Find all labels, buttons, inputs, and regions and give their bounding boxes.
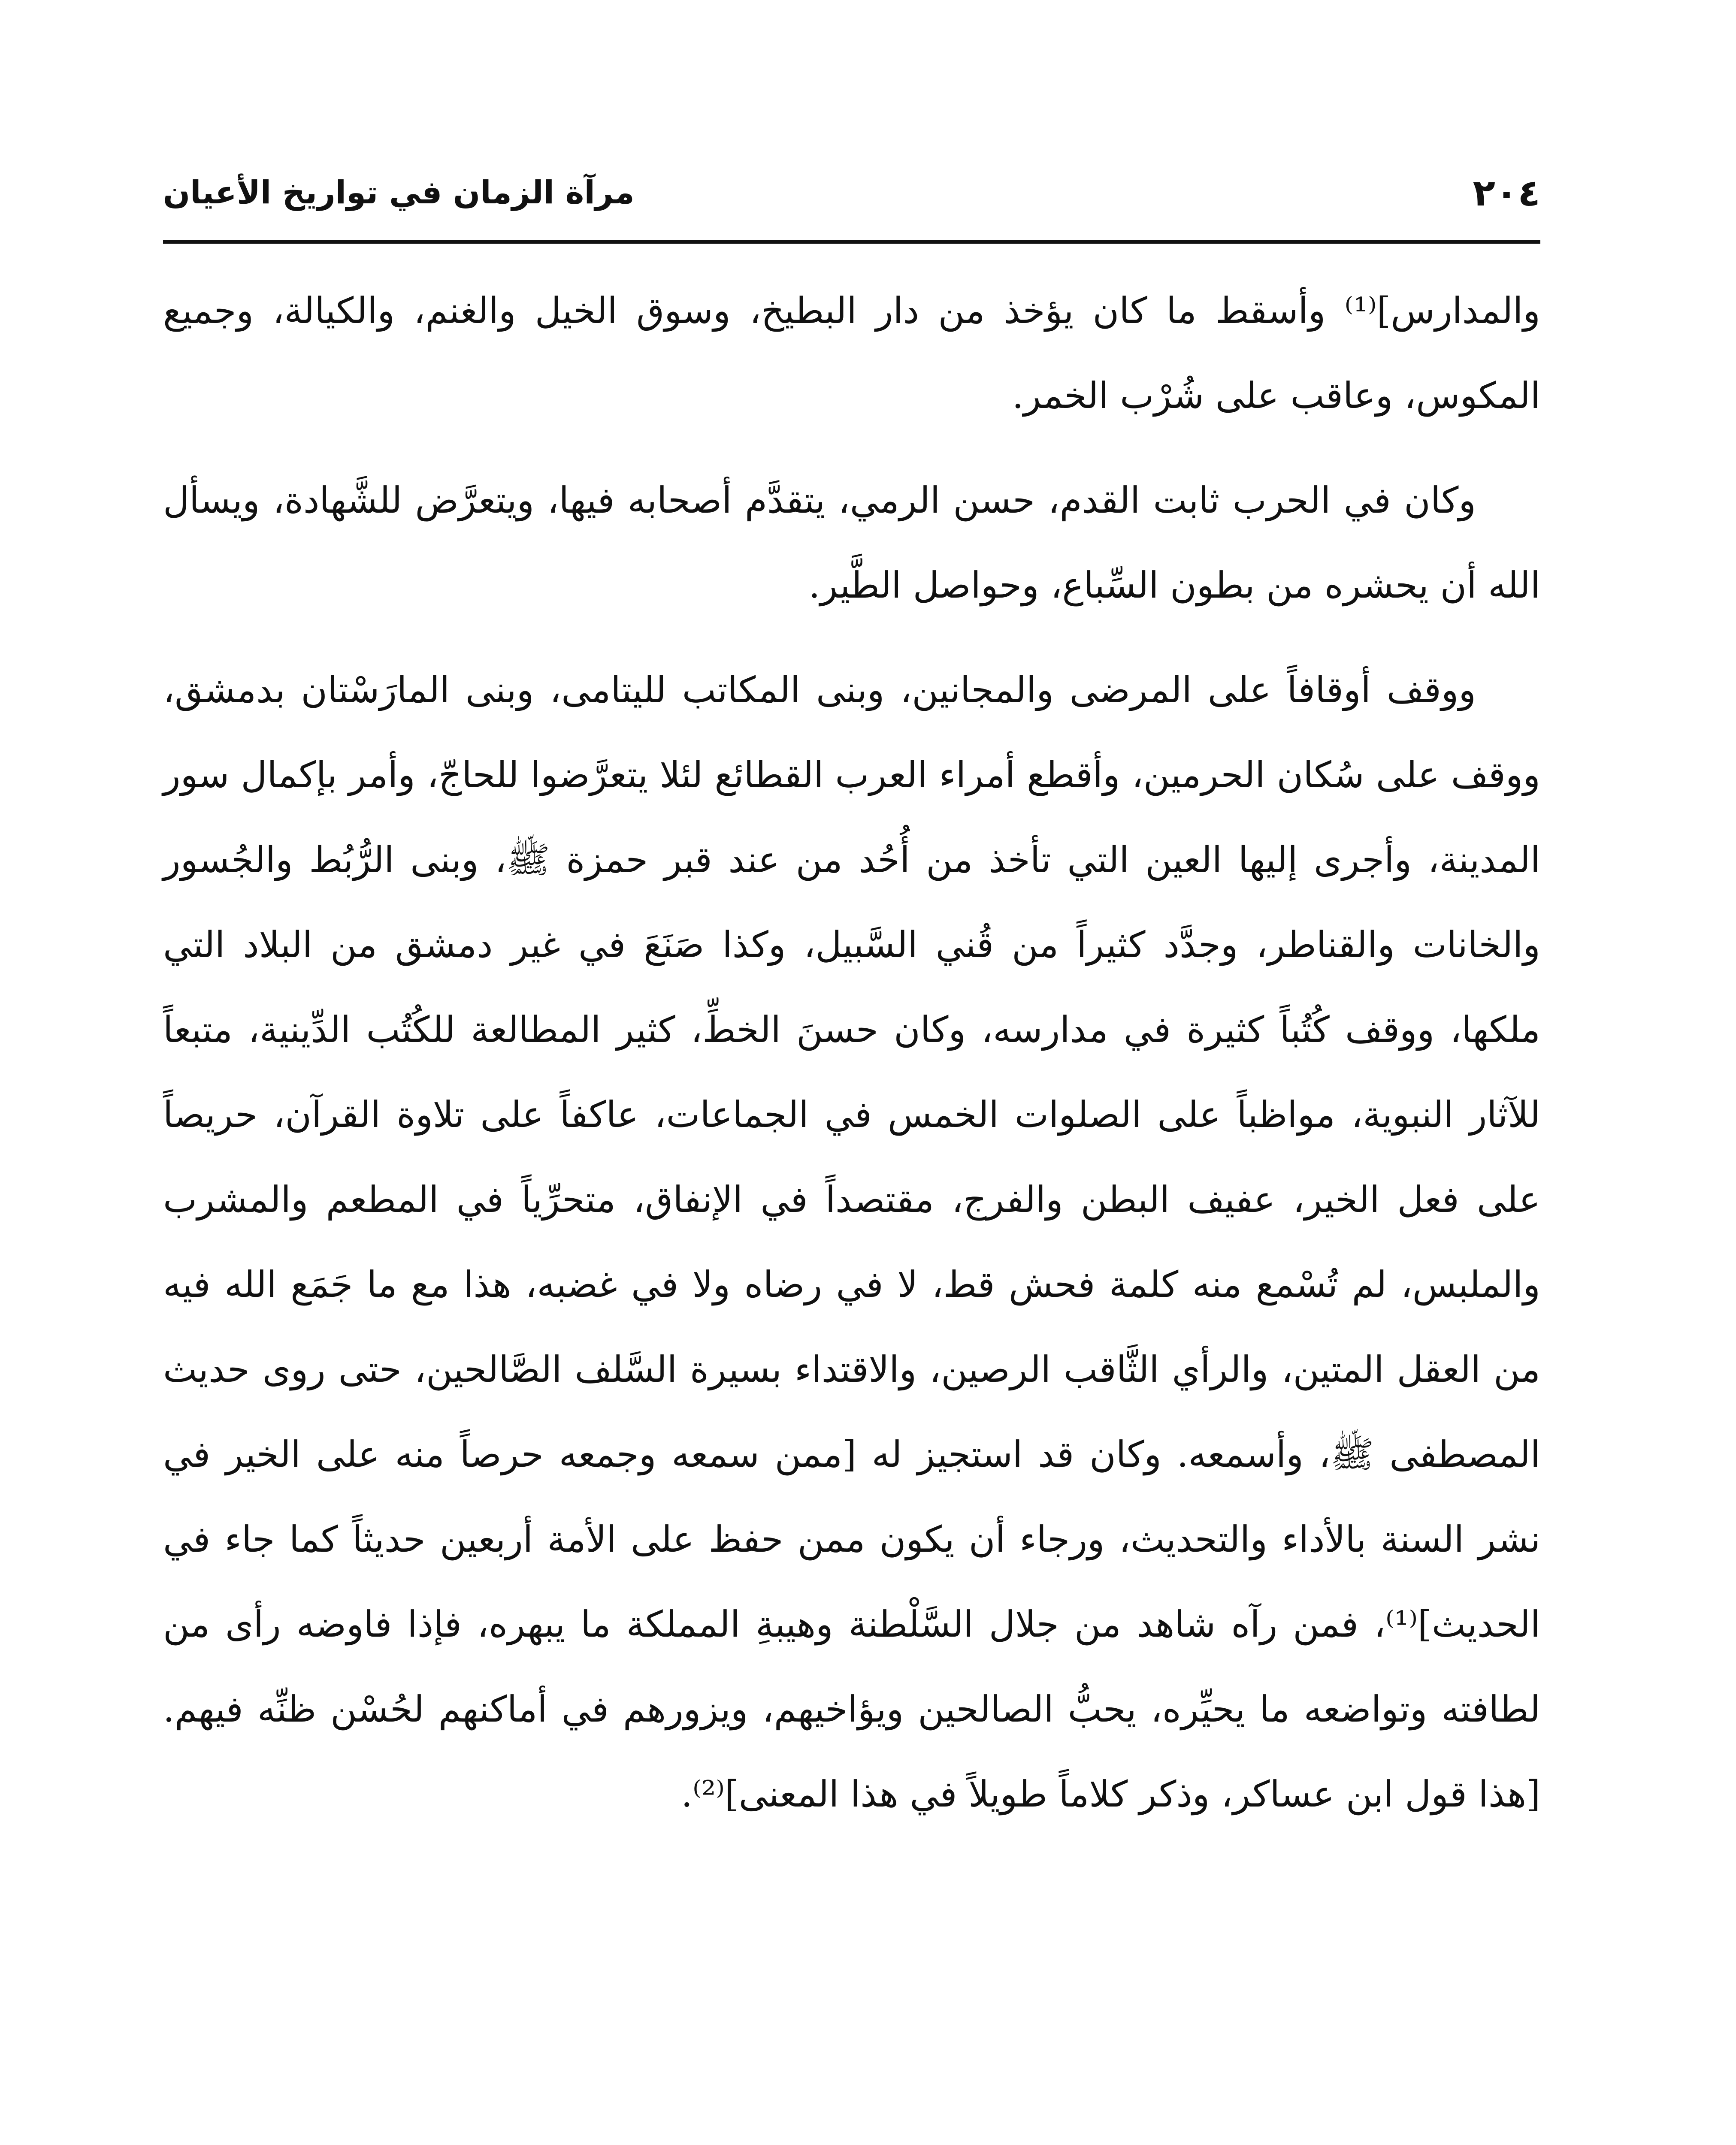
page-header [163,163,1540,227]
paragraph-2: وكان في الحرب ثابت القدم، حسن الرمي، يتقدَّم أصحابه فيها، ويتعرَّض للشَّهادة، ويسأل الله أن يحشره من بطون السِّباع، وحواصل الطَّير. [163,479,1540,606]
header-rule [163,240,1540,244]
paragraph-1: والمدارس]⁽¹⁾ وأسقط ما كان يؤخذ من دار البطيخ، وسوق الخيل والغنم، والكيالة، وجميع المكوس، وعاقب على شُرْب الخمر. [163,290,1540,417]
page-number: ٢٠٤ [1473,172,1540,214]
paragraph-3: ووقف أوقافاً على المرضى والمجانين، وبنى المكاتب لليتامى، وبنى المارَسْتان بدمشق، ووقف على سُكان الحرمين، وأقطع أمراء العرب القطائع لئلا يتعرَّضوا للحاجّ، وأمر بإكمال سور المدينة، وأجرى إليها العين التي تأخذ من أُحُد من عند قبر حمزة ﷺ، وبنى الرُّبُط والجُسور والخانات والقناطر، وجدَّد كثيراً من قُني السَّبيل، وكذا صَنَعَ في غير دمشق من البلاد التي ملكها، ووقف كُتُباً كثيرة في مدارسه، وكان حسنَ الخطِّ، كثير المطالعة للكُتُب الدِّينية، متبعاً للآثار النبوية، مواظباً على الصلوات الخمس في الجماعات، عاكفاً على تلاوة القرآن، حريصاً على فعل الخير، عفيف البطن والفرج، مقتصداً في الإنفاق، متحرِّياً في المطعم والمشرب والملبس، لم تُسْمع منه كلمة فحش قط، لا في رضاه ولا في غضبه، هذا مع ما جَمَع الله فيه من العقل المتين، والرأي الثَّاقب الرصين، والاقتداء بسيرة السَّلف الصَّالحين، حتى روى حديث المصطفى ﷺ، وأسمعه. وكان قد استجيز له [ممن سمعه وجمعه حرصاً منه على الخير في نشر السنة بالأداء والتحديث، ورجاء أن يكون ممن حفظ على الأمة أربعين حديثاً كما جاء في الحديث]⁽¹⁾، فمن رآه شاهد من جلال السَّلْطنة وهيبةِ المملكة ما يبهره، فإذا فاوضه رأى من لطافته وتواضعه ما يحيِّره، يحبُّ الصالحين ويؤاخيهم، ويزورهم في أماكنهم لحُسْن ظنِّه فيهم. [هذا قول ابن عساكر، وذكر كلاماً طويلاً في هذا المعنى]⁽²⁾. [163,669,1540,1815]
book-page [163,163,1540,2145]
running-title: مرآة الزمان في تواريخ الأعيان [163,174,635,211]
main-text [163,268,1540,1856]
